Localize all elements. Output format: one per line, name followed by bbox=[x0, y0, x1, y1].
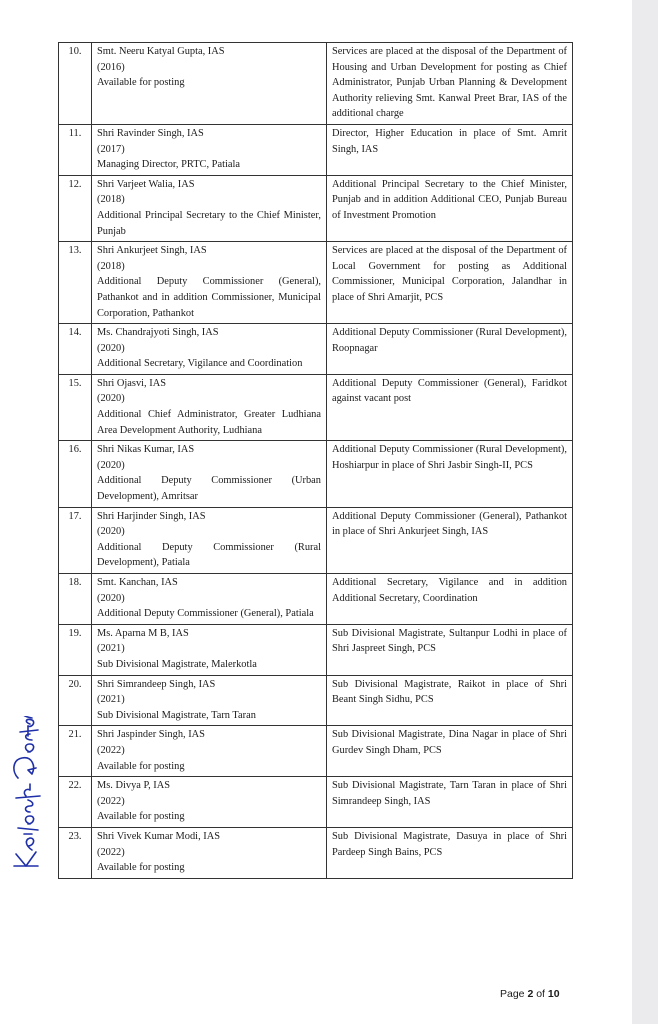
serial-number: 16. bbox=[59, 441, 92, 507]
current-posting: Sub Divisional Magistrate, Malerkotla bbox=[97, 658, 257, 670]
table-row bbox=[59, 507, 573, 573]
current-posting: Available for posting bbox=[97, 77, 185, 89]
current-posting: Additional Principal Secretary to the Chief Minister, Punjab bbox=[97, 209, 321, 237]
table-row bbox=[59, 175, 573, 241]
new-posting: Additional Principal Secretary to the Chief Minister, Punjab and in addition Additional CEO, Punjab Bureau of Investment Promotion bbox=[327, 175, 573, 241]
current-posting: Available for posting bbox=[97, 811, 185, 823]
officer-cell bbox=[92, 726, 327, 777]
officer-name: Shri Varjeet Walia, IAS bbox=[97, 178, 195, 190]
officer-cell bbox=[92, 324, 327, 375]
serial-number: 19. bbox=[59, 624, 92, 675]
officer-cell bbox=[92, 574, 327, 625]
officer-batch: (2020) bbox=[97, 393, 125, 405]
serial-number: 11. bbox=[59, 124, 92, 175]
page-edge-strip bbox=[632, 0, 658, 1024]
current-posting: Additional Deputy Commissioner (General), Patiala bbox=[97, 608, 314, 620]
new-posting: Additional Deputy Commissioner (Rural Development), Hoshiarpur in place of Shri Jasbir Singh-II, PCS bbox=[327, 441, 573, 507]
handwritten-signature bbox=[2, 716, 46, 872]
officer-batch: (2021) bbox=[97, 694, 125, 706]
current-posting: Available for posting bbox=[97, 760, 185, 772]
officer-batch: (2020) bbox=[97, 526, 125, 538]
officer-name: Shri Jaspinder Singh, IAS bbox=[97, 729, 205, 741]
officer-batch: (2021) bbox=[97, 643, 125, 655]
current-posting: Additional Deputy Commissioner (Rural Development), Patiala bbox=[97, 541, 321, 569]
new-posting: Services are placed at the disposal of the Department of Local Government for posting as Additional Commissioner, Municipal Corporation, Jalandhar in place of Shri Amarjit, PCS bbox=[327, 242, 573, 324]
current-posting: Additional Deputy Commissioner (Urban Development), Amritsar bbox=[97, 475, 321, 503]
table-row bbox=[59, 827, 573, 878]
officer-name: Ms. Aparna M B, IAS bbox=[97, 627, 189, 639]
new-posting: Additional Deputy Commissioner (Rural Development), Roopnagar bbox=[327, 324, 573, 375]
officer-name: Shri Ravinder Singh, IAS bbox=[97, 127, 204, 139]
officer-name: Shri Simrandeep Singh, IAS bbox=[97, 678, 216, 690]
officer-cell bbox=[92, 827, 327, 878]
current-posting: Sub Divisional Magistrate, Tarn Taran bbox=[97, 709, 256, 721]
officer-name: Shri Vivek Kumar Modi, IAS bbox=[97, 830, 221, 842]
officer-name: Ms. Divya P, IAS bbox=[97, 780, 171, 792]
officer-name: Shri Ojasvi, IAS bbox=[97, 377, 166, 389]
officer-batch: (2020) bbox=[97, 459, 125, 471]
new-posting: Additional Secretary, Vigilance and in addition Additional Secretary, Coordination bbox=[327, 574, 573, 625]
serial-number: 12. bbox=[59, 175, 92, 241]
officer-name: Shri Ankurjeet Singh, IAS bbox=[97, 245, 207, 257]
table-row bbox=[59, 374, 573, 440]
new-posting: Additional Deputy Commissioner (General), Pathankot in place of Shri Ankurjeet Singh, IAS bbox=[327, 507, 573, 573]
page-number: 2 bbox=[527, 988, 534, 1000]
officer-batch: (2018) bbox=[97, 260, 125, 272]
officer-cell bbox=[92, 624, 327, 675]
table-row bbox=[59, 675, 573, 726]
of-word: of bbox=[536, 988, 545, 1000]
table-row bbox=[59, 324, 573, 375]
serial-number: 15. bbox=[59, 374, 92, 440]
posting-orders-table bbox=[58, 42, 573, 879]
officer-batch: (2018) bbox=[97, 194, 125, 206]
serial-number: 13. bbox=[59, 242, 92, 324]
table-row bbox=[59, 726, 573, 777]
page-word: Page bbox=[500, 988, 525, 1000]
new-posting: Sub Divisional Magistrate, Dina Nagar in place of Shri Gurdev Singh Dham, PCS bbox=[327, 726, 573, 777]
new-posting: Sub Divisional Magistrate, Dasuya in place of Shri Pardeep Singh Bains, PCS bbox=[327, 827, 573, 878]
officer-cell bbox=[92, 507, 327, 573]
officer-cell bbox=[92, 124, 327, 175]
current-posting: Additional Chief Administrator, Greater Ludhiana Area Development Authority, Ludhiana bbox=[97, 409, 321, 436]
new-posting: Services are placed at the disposal of the Department of Housing and Urban Development for posting as Chief Administrator, Punjab Urban Planning & Development Authority relieving Smt. Kanwal Preet Brar, IAS of the additional charge bbox=[327, 43, 573, 125]
table-row bbox=[59, 777, 573, 828]
new-posting: Additional Deputy Commissioner (General), Faridkot against vacant post bbox=[327, 374, 573, 440]
officer-name: Smt. Kanchan, IAS bbox=[97, 577, 178, 588]
officer-batch: (2020) bbox=[97, 592, 125, 604]
serial-number: 20. bbox=[59, 675, 92, 726]
table-row bbox=[59, 624, 573, 675]
officer-name: Shri Harjinder Singh, IAS bbox=[97, 510, 206, 522]
officer-batch: (2022) bbox=[97, 795, 125, 807]
serial-number: 10. bbox=[59, 43, 92, 125]
serial-number: 22. bbox=[59, 777, 92, 828]
officer-name: Ms. Chandrajyoti Singh, IAS bbox=[97, 327, 219, 339]
current-posting: Additional Secretary, Vigilance and Coordination bbox=[97, 358, 303, 370]
officer-batch: (2022) bbox=[97, 846, 125, 858]
new-posting: Sub Divisional Magistrate, Raikot in place of Shri Beant Singh Sidhu, PCS bbox=[327, 675, 573, 726]
serial-number: 21. bbox=[59, 726, 92, 777]
current-posting: Managing Director, PRTC, Patiala bbox=[97, 159, 240, 171]
table-row bbox=[59, 441, 573, 507]
serial-number: 18. bbox=[59, 574, 92, 625]
serial-number: 17. bbox=[59, 507, 92, 573]
serial-number: 23. bbox=[59, 827, 92, 878]
serial-number: 14. bbox=[59, 324, 92, 375]
officer-cell bbox=[92, 43, 327, 125]
officer-batch: (2020) bbox=[97, 342, 125, 354]
current-posting: Additional Deputy Commissioner (General), Pathankot and in addition Commissioner, Municipal Corporation, Pathankot bbox=[97, 276, 321, 319]
new-posting: Director, Higher Education in place of Smt. Amrit Singh, IAS bbox=[327, 124, 573, 175]
table-row bbox=[59, 574, 573, 625]
officer-cell bbox=[92, 175, 327, 241]
officer-name: Smt. Neeru Katyal Gupta, IAS bbox=[97, 46, 225, 57]
page-total: 10 bbox=[547, 988, 560, 1000]
current-posting: Available for posting bbox=[97, 862, 185, 874]
table-row bbox=[59, 43, 573, 125]
page-footer bbox=[500, 988, 560, 1000]
officer-batch: (2022) bbox=[97, 744, 125, 756]
officer-batch: (2016) bbox=[97, 61, 125, 73]
officer-cell bbox=[92, 777, 327, 828]
officer-cell bbox=[92, 242, 327, 324]
officer-cell bbox=[92, 374, 327, 440]
new-posting: Sub Divisional Magistrate, Sultanpur Lodhi in place of Shri Jaspreet Singh, PCS bbox=[327, 624, 573, 675]
officer-cell bbox=[92, 441, 327, 507]
officer-batch: (2017) bbox=[97, 143, 125, 155]
officer-cell bbox=[92, 675, 327, 726]
table-row bbox=[59, 242, 573, 324]
new-posting: Sub Divisional Magistrate, Tarn Taran in place of Shri Simrandeep Singh, IAS bbox=[327, 777, 573, 828]
officer-name: Shri Nikas Kumar, IAS bbox=[97, 444, 195, 456]
table-row bbox=[59, 124, 573, 175]
